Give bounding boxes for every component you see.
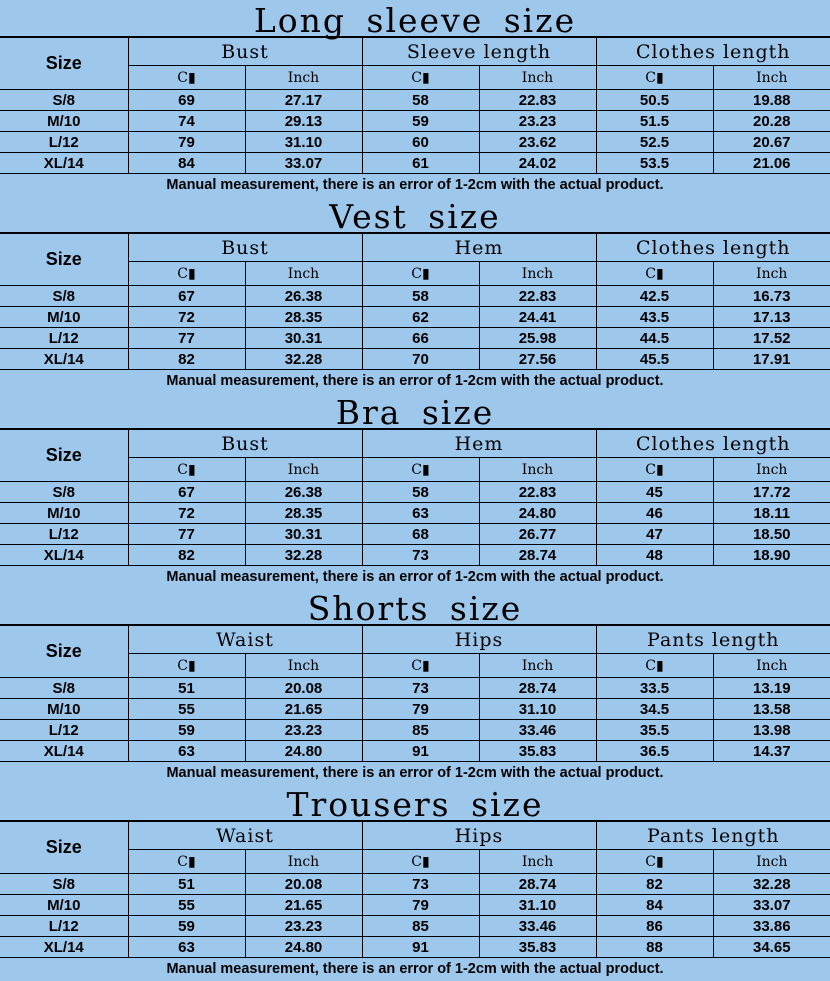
value-cell: 85 <box>362 720 479 741</box>
value-cell: 61 <box>362 153 479 174</box>
value-cell: 44.5 <box>596 328 713 349</box>
value-cell: 30.31 <box>245 328 362 349</box>
measurement-header: Hem <box>362 234 596 262</box>
value-cell: 28.35 <box>245 503 362 524</box>
value-cell: 25.98 <box>479 328 596 349</box>
value-cell: 31.10 <box>245 132 362 153</box>
unit-inch-header: Inch <box>245 458 362 482</box>
value-cell: 86 <box>596 916 713 937</box>
measurement-header: Pants length <box>596 626 830 654</box>
value-cell: 63 <box>362 503 479 524</box>
value-cell: 23.23 <box>479 111 596 132</box>
table-row <box>0 874 830 895</box>
value-cell: 73 <box>362 545 479 566</box>
value-cell: 47 <box>596 524 713 545</box>
unit-cm-header: C▮ <box>362 850 479 874</box>
size-cell: XL/14 <box>0 545 128 566</box>
size-table <box>0 625 830 784</box>
value-cell: 53.5 <box>596 153 713 174</box>
measurement-header: Hem <box>362 430 596 458</box>
value-cell: 35.5 <box>596 720 713 741</box>
value-cell: 79 <box>362 895 479 916</box>
value-cell: 82 <box>128 545 245 566</box>
unit-cm-header: C▮ <box>128 66 245 90</box>
value-cell: 59 <box>362 111 479 132</box>
value-cell: 73 <box>362 874 479 895</box>
unit-inch-header: Inch <box>245 654 362 678</box>
value-cell: 77 <box>128 328 245 349</box>
value-cell: 77 <box>128 524 245 545</box>
section-title: Shorts size <box>0 588 830 625</box>
measurement-header: Hips <box>362 822 596 850</box>
value-cell: 31.10 <box>479 699 596 720</box>
value-cell: 27.17 <box>245 90 362 111</box>
size-cell: XL/14 <box>0 153 128 174</box>
table-row <box>0 699 830 720</box>
value-cell: 22.83 <box>479 482 596 503</box>
value-cell: 59 <box>128 720 245 741</box>
size-table <box>0 429 830 588</box>
size-cell: L/12 <box>0 916 128 937</box>
value-cell: 55 <box>128 699 245 720</box>
unit-cm-header: C▮ <box>596 262 713 286</box>
table-row <box>0 503 830 524</box>
value-cell: 23.23 <box>245 916 362 937</box>
value-cell: 20.08 <box>245 678 362 699</box>
size-column-header: Size <box>0 822 128 874</box>
unit-inch-header: Inch <box>713 458 830 482</box>
value-cell: 36.5 <box>596 741 713 762</box>
table-row <box>0 90 830 111</box>
value-cell: 19.88 <box>713 90 830 111</box>
value-cell: 34.5 <box>596 699 713 720</box>
value-cell: 18.11 <box>713 503 830 524</box>
value-cell: 69 <box>128 90 245 111</box>
value-cell: 63 <box>128 741 245 762</box>
value-cell: 20.08 <box>245 874 362 895</box>
value-cell: 33.07 <box>713 895 830 916</box>
unit-cm-header: C▮ <box>596 66 713 90</box>
value-cell: 14.37 <box>713 741 830 762</box>
value-cell: 58 <box>362 90 479 111</box>
unit-inch-header: Inch <box>245 262 362 286</box>
unit-inch-header: Inch <box>713 262 830 286</box>
unit-inch-header: Inch <box>479 458 596 482</box>
value-cell: 23.23 <box>245 720 362 741</box>
value-cell: 13.19 <box>713 678 830 699</box>
size-section <box>0 196 830 392</box>
measurement-header: Clothes length <box>596 234 830 262</box>
size-section <box>0 0 830 196</box>
value-cell: 84 <box>596 895 713 916</box>
value-cell: 79 <box>128 132 245 153</box>
value-cell: 82 <box>128 349 245 370</box>
measurement-note: Manual measurement, there is an error of 1-2cm with the actual product. <box>0 174 830 197</box>
value-cell: 23.62 <box>479 132 596 153</box>
table-row <box>0 937 830 958</box>
size-section <box>0 588 830 784</box>
table-row <box>0 545 830 566</box>
value-cell: 17.13 <box>713 307 830 328</box>
value-cell: 31.10 <box>479 895 596 916</box>
value-cell: 33.5 <box>596 678 713 699</box>
value-cell: 51 <box>128 874 245 895</box>
value-cell: 24.80 <box>245 937 362 958</box>
measurement-header: Pants length <box>596 822 830 850</box>
value-cell: 34.65 <box>713 937 830 958</box>
unit-cm-header: C▮ <box>128 458 245 482</box>
value-cell: 85 <box>362 916 479 937</box>
value-cell: 70 <box>362 349 479 370</box>
value-cell: 91 <box>362 741 479 762</box>
value-cell: 55 <box>128 895 245 916</box>
value-cell: 91 <box>362 937 479 958</box>
size-cell: S/8 <box>0 678 128 699</box>
value-cell: 51.5 <box>596 111 713 132</box>
measurement-header: Clothes length <box>596 430 830 458</box>
value-cell: 18.90 <box>713 545 830 566</box>
value-cell: 46 <box>596 503 713 524</box>
size-cell: XL/14 <box>0 349 128 370</box>
measurement-note: Manual measurement, there is an error of 1-2cm with the actual product. <box>0 370 830 393</box>
section-title: Trousers size <box>0 784 830 821</box>
value-cell: 63 <box>128 937 245 958</box>
value-cell: 27.56 <box>479 349 596 370</box>
table-row <box>0 678 830 699</box>
size-column-header: Size <box>0 38 128 90</box>
table-row <box>0 720 830 741</box>
unit-inch-header: Inch <box>479 262 596 286</box>
measurement-header: Bust <box>128 430 362 458</box>
unit-cm-header: C▮ <box>128 262 245 286</box>
unit-cm-header: C▮ <box>362 66 479 90</box>
value-cell: 17.91 <box>713 349 830 370</box>
value-cell: 20.28 <box>713 111 830 132</box>
size-cell: S/8 <box>0 482 128 503</box>
measurement-note: Manual measurement, there is an error of 1-2cm with the actual product. <box>0 958 830 981</box>
size-table <box>0 821 830 980</box>
value-cell: 68 <box>362 524 479 545</box>
value-cell: 24.02 <box>479 153 596 174</box>
size-cell: S/8 <box>0 874 128 895</box>
value-cell: 43.5 <box>596 307 713 328</box>
value-cell: 84 <box>128 153 245 174</box>
table-row <box>0 328 830 349</box>
unit-cm-header: C▮ <box>362 262 479 286</box>
measurement-note: Manual measurement, there is an error of 1-2cm with the actual product. <box>0 566 830 589</box>
value-cell: 22.83 <box>479 286 596 307</box>
value-cell: 24.41 <box>479 307 596 328</box>
value-cell: 13.58 <box>713 699 830 720</box>
size-section <box>0 392 830 588</box>
unit-cm-header: C▮ <box>596 458 713 482</box>
table-row <box>0 153 830 174</box>
size-cell: XL/14 <box>0 741 128 762</box>
value-cell: 67 <box>128 482 245 503</box>
value-cell: 72 <box>128 503 245 524</box>
value-cell: 42.5 <box>596 286 713 307</box>
value-cell: 67 <box>128 286 245 307</box>
measurement-note: Manual measurement, there is an error of 1-2cm with the actual product. <box>0 762 830 785</box>
table-row <box>0 349 830 370</box>
value-cell: 29.13 <box>245 111 362 132</box>
unit-inch-header: Inch <box>245 66 362 90</box>
size-table <box>0 37 830 196</box>
value-cell: 13.98 <box>713 720 830 741</box>
size-cell: S/8 <box>0 90 128 111</box>
unit-inch-header: Inch <box>479 66 596 90</box>
value-cell: 28.74 <box>479 874 596 895</box>
table-row <box>0 111 830 132</box>
unit-inch-header: Inch <box>713 850 830 874</box>
value-cell: 26.38 <box>245 286 362 307</box>
value-cell: 28.74 <box>479 545 596 566</box>
value-cell: 79 <box>362 699 479 720</box>
value-cell: 32.28 <box>245 545 362 566</box>
size-cell: M/10 <box>0 895 128 916</box>
unit-inch-header: Inch <box>713 66 830 90</box>
section-title: Vest size <box>0 196 830 233</box>
section-title: Long sleeve size <box>0 0 830 37</box>
unit-cm-header: C▮ <box>596 850 713 874</box>
unit-inch-header: Inch <box>479 850 596 874</box>
value-cell: 52.5 <box>596 132 713 153</box>
value-cell: 33.86 <box>713 916 830 937</box>
value-cell: 26.77 <box>479 524 596 545</box>
size-cell: M/10 <box>0 503 128 524</box>
value-cell: 72 <box>128 307 245 328</box>
value-cell: 59 <box>128 916 245 937</box>
size-cell: M/10 <box>0 699 128 720</box>
unit-inch-header: Inch <box>713 654 830 678</box>
measurement-header: Waist <box>128 626 362 654</box>
section-title: Bra size <box>0 392 830 429</box>
value-cell: 51 <box>128 678 245 699</box>
size-column-header: Size <box>0 626 128 678</box>
table-row <box>0 916 830 937</box>
value-cell: 58 <box>362 482 479 503</box>
size-cell: M/10 <box>0 307 128 328</box>
value-cell: 21.65 <box>245 699 362 720</box>
value-cell: 17.72 <box>713 482 830 503</box>
measurement-header: Bust <box>128 234 362 262</box>
value-cell: 22.83 <box>479 90 596 111</box>
unit-cm-header: C▮ <box>596 654 713 678</box>
unit-cm-header: C▮ <box>362 458 479 482</box>
value-cell: 17.52 <box>713 328 830 349</box>
table-row <box>0 895 830 916</box>
value-cell: 32.28 <box>713 874 830 895</box>
value-cell: 24.80 <box>479 503 596 524</box>
value-cell: 62 <box>362 307 479 328</box>
value-cell: 74 <box>128 111 245 132</box>
table-row <box>0 482 830 503</box>
value-cell: 58 <box>362 286 479 307</box>
value-cell: 28.74 <box>479 678 596 699</box>
measurement-header: Bust <box>128 38 362 66</box>
value-cell: 48 <box>596 545 713 566</box>
value-cell: 26.38 <box>245 482 362 503</box>
value-cell: 30.31 <box>245 524 362 545</box>
size-section <box>0 784 830 980</box>
value-cell: 16.73 <box>713 286 830 307</box>
value-cell: 88 <box>596 937 713 958</box>
value-cell: 45.5 <box>596 349 713 370</box>
unit-cm-header: C▮ <box>362 654 479 678</box>
table-row <box>0 524 830 545</box>
size-column-header: Size <box>0 234 128 286</box>
size-cell: L/12 <box>0 328 128 349</box>
table-row <box>0 307 830 328</box>
value-cell: 35.83 <box>479 937 596 958</box>
table-row <box>0 741 830 762</box>
value-cell: 33.46 <box>479 720 596 741</box>
table-row <box>0 132 830 153</box>
unit-inch-header: Inch <box>479 654 596 678</box>
size-cell: S/8 <box>0 286 128 307</box>
size-cell: M/10 <box>0 111 128 132</box>
value-cell: 21.06 <box>713 153 830 174</box>
measurement-header: Hips <box>362 626 596 654</box>
value-cell: 73 <box>362 678 479 699</box>
size-column-header: Size <box>0 430 128 482</box>
unit-cm-header: C▮ <box>128 850 245 874</box>
value-cell: 45 <box>596 482 713 503</box>
value-cell: 18.50 <box>713 524 830 545</box>
measurement-header: Clothes length <box>596 38 830 66</box>
value-cell: 82 <box>596 874 713 895</box>
unit-cm-header: C▮ <box>128 654 245 678</box>
value-cell: 24.80 <box>245 741 362 762</box>
unit-inch-header: Inch <box>245 850 362 874</box>
value-cell: 33.07 <box>245 153 362 174</box>
value-cell: 35.83 <box>479 741 596 762</box>
value-cell: 50.5 <box>596 90 713 111</box>
measurement-header: Sleeve length <box>362 38 596 66</box>
value-cell: 32.28 <box>245 349 362 370</box>
table-row <box>0 286 830 307</box>
value-cell: 60 <box>362 132 479 153</box>
size-cell: L/12 <box>0 132 128 153</box>
size-cell: XL/14 <box>0 937 128 958</box>
size-table <box>0 233 830 392</box>
value-cell: 28.35 <box>245 307 362 328</box>
size-cell: L/12 <box>0 720 128 741</box>
value-cell: 20.67 <box>713 132 830 153</box>
measurement-header: Waist <box>128 822 362 850</box>
value-cell: 21.65 <box>245 895 362 916</box>
value-cell: 66 <box>362 328 479 349</box>
value-cell: 33.46 <box>479 916 596 937</box>
size-cell: L/12 <box>0 524 128 545</box>
